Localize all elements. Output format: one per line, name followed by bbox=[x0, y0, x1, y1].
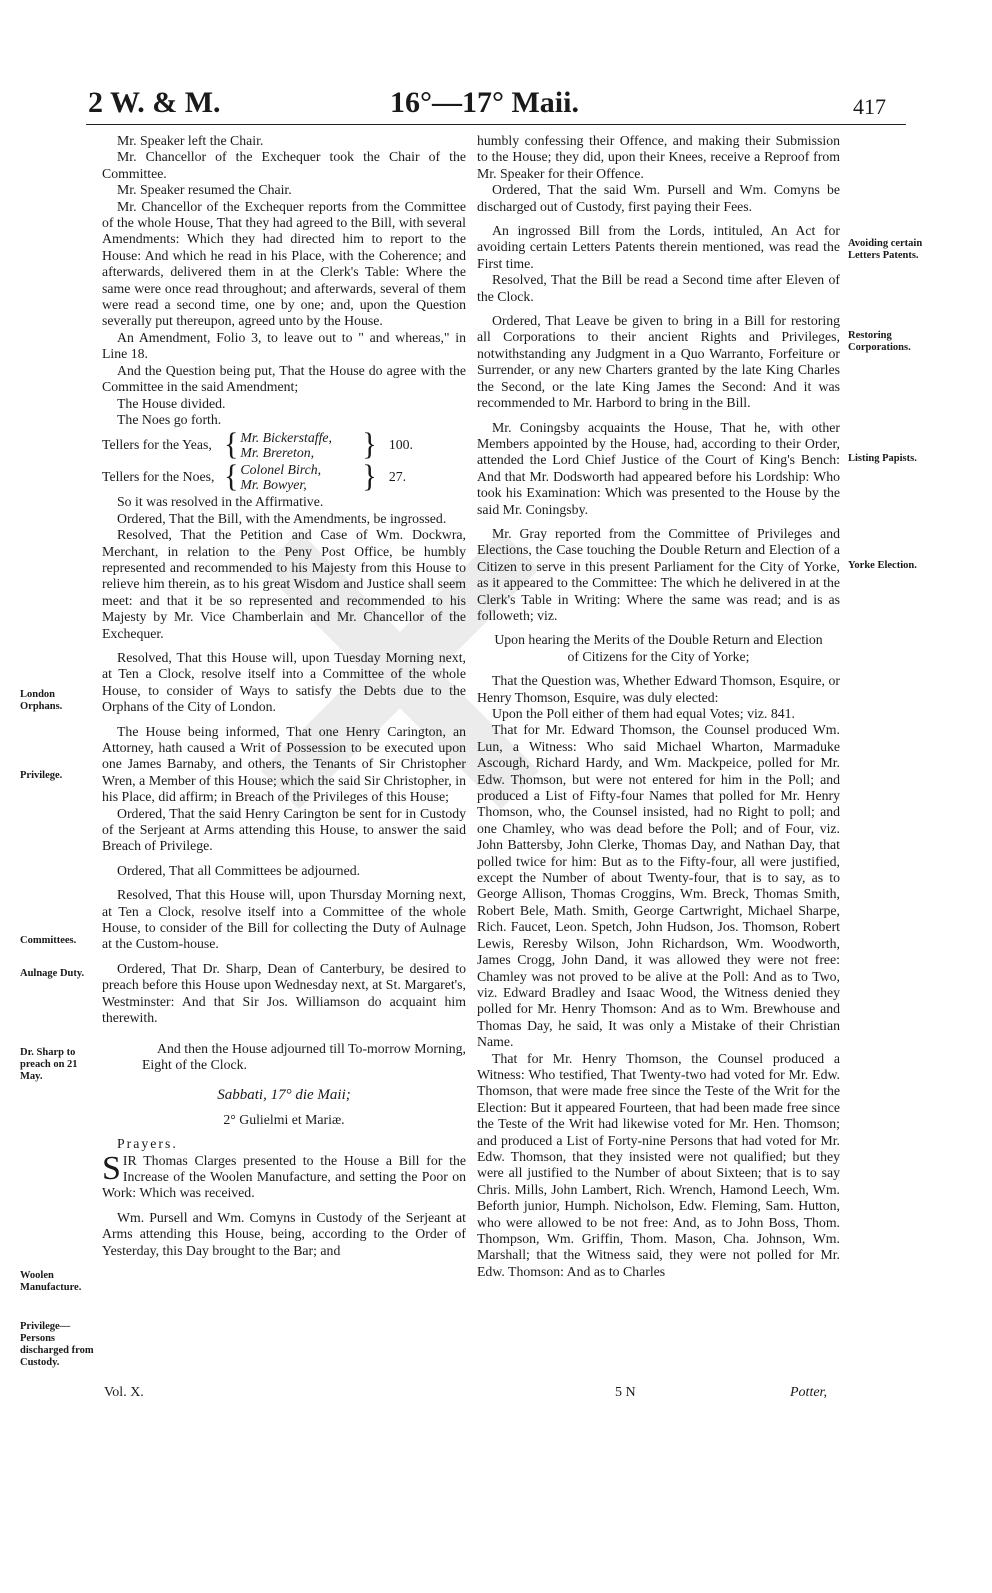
tellers-noes-names bbox=[240, 462, 360, 492]
paragraph: humbly confessing their Offence, and making their Submission to the House; they did, upon their Knees, receive a Reproof from Mr. Speaker for their Offence. bbox=[477, 133, 840, 181]
margin-note: Woolen Manufacture. bbox=[20, 1270, 82, 1293]
margin-note: Restoring Corporations. bbox=[848, 330, 911, 353]
brace-icon: } bbox=[362, 459, 377, 495]
paragraph: An Amendment, Folio 3, to leave out to " and whereas," in Line 18. bbox=[102, 329, 466, 362]
tellers-noes-label: Tellers for the Noes, bbox=[102, 469, 215, 485]
header-rule bbox=[86, 124, 906, 125]
page-number: 417 bbox=[853, 94, 886, 119]
adjournment: And then the House adjourned till To-morrow Morning, Eight of the Clock. bbox=[142, 1040, 466, 1072]
margin-note: Yorke Election. bbox=[848, 560, 917, 571]
tellers-noes bbox=[102, 459, 466, 495]
tellers-yeas-label: Tellers for the Yeas, bbox=[102, 437, 212, 453]
tellers-yeas bbox=[102, 427, 466, 463]
signature-mark: 5 N bbox=[615, 1385, 636, 1400]
paragraph-committees: Ordered, That all Committees be adjourned. bbox=[117, 862, 361, 878]
paragraph: That for Mr. Edward Thomson, the Counsel produced Wm. Lun, a Witness: Who said Michael Wharton, Marmaduke Ascough, Richard Hardy, and Wm. Mackpeice, polled for Mr. Edw. Thomson, but were not entered for him in the Poll; and produced a List of Fifty-four Names that polled for Mr. Henry Thomson, who, the Counsel insisted, had no Right to poll; and one Chamley, who was dead before the Poll; and of Four, viz. John Battersby, John Clerke, Thomas Day, and Nathan Day, that polled twice for him: But as to the Fifty-four, all were justified, except the Number of about Twenty-four, that is to say, as to George Allison, Thomas Croggins, Wm. Breck, Thomas Smith, Robert Bele, Math. Smith, George Cartwright, Michael Sharpe, Rich. Faucet, Leon. Spetch, John Hudson, Jos. Thomson, Robert Lewis, Reresby Wilson, John Richardson, Wm. Woodworth, James Crogg, John Dand, it was allowed they were not free: Chamley was not proved to be alive at the Poll: And as to Two, viz. Edward Bradley and Isaac Wood, the Witness denied they polled for Mr. Henry Thomson: And as to Wm. Brewhouse and Thomas Day, he said, It was only a Mistake of their Christian Name. bbox=[477, 722, 840, 1050]
tellers-yeas-names bbox=[240, 430, 360, 460]
teller-name: Mr. Brereton, bbox=[240, 445, 315, 461]
regnal-year: 2° Gulielmi et Mariæ. bbox=[223, 1111, 345, 1127]
paragraph: Mr. Chancellor of the Exchequer reports from the Committee of the whole House, That they had agreed to the Bill, with several Amendments: Which they had directed him to report to the House: And which he read in his Place, with the Coherence; and afterwards, delivered them in at the Clerk's Table: Where the same were once read throughout; and afterwards, several of them were read a second time, one by one; and, upon the Question severally put thereupon, agreed unto by the House. bbox=[102, 198, 466, 329]
paragraph-london-orphans: Resolved, That this House will, upon Tuesday Morning next, at Ten a Clock, resolve itself into a Committee of the whole House, to consider of Ways to satisfy the Debts due to the Orphans of the City of London. bbox=[102, 649, 466, 715]
left-column bbox=[102, 133, 466, 1259]
prayers-heading: Prayers. bbox=[117, 1136, 178, 1152]
catchword: Potter, bbox=[790, 1385, 827, 1400]
paragraph: Ordered, That the Bill, with the Amendments, be ingrossed. bbox=[117, 510, 447, 526]
header-left: 2 W. & M. bbox=[88, 86, 221, 119]
paragraph-privilege: The House being informed, That one Henry Carington, an Attorney, hath caused a Writ of Possession to be executed upon one James Barnaby, and others, the Tenants of Sir Christopher Wren, a Member of this House; which the said Sir Christopher, in his Place, did affirm; in Breach of the Privileges of this House; bbox=[102, 723, 466, 805]
margin-note: Avoiding certain Letters Patents. bbox=[848, 238, 923, 261]
margin-note: Aulnage Duty. bbox=[20, 968, 85, 979]
paragraph: Resolved, That the Bill be read a Second time after Eleven of the Clock. bbox=[477, 272, 840, 304]
margin-note: Dr. Sharp to preach on 21 May. bbox=[20, 1047, 78, 1082]
paragraph: And the Question being put, That the House do agree with the Committee in the said Amendment; bbox=[102, 362, 466, 395]
margin-note: London Orphans. bbox=[20, 689, 63, 712]
paragraph-papists: Mr. Coningsby acquaints the House, That he, with other Members appointed by the House, had, according to their Order, attended the Lord Chief Justice of the Court of King's Bench: And that Mr. Dodsworth had appeared before his Lordship: Who took his Examination: Which was presented to the House by the said Mr. Coningsby. bbox=[477, 419, 840, 517]
paragraph: So it was resolved in the Affirmative. bbox=[117, 494, 324, 510]
paragraph-yorke: Mr. Gray reported from the Committee of Privileges and Elections, the Case touching the Double Return and Election of a Citizen to serve in this present Parliament for the City of Yorke, as it appeared to the Committee: The which he delivered in at the Clerk's Table in Writing: Where the same was read; and is as followeth; viz. bbox=[477, 525, 840, 623]
paragraph: The House divided. bbox=[117, 395, 226, 411]
paragraph: Ordered, That the said Henry Carington be sent for in Custody of the Serjeant at Arms attending this House, to answer the said Breach of Privilege. bbox=[102, 805, 466, 854]
volume-mark: Vol. X. bbox=[104, 1385, 144, 1400]
margin-note: Committees. bbox=[20, 935, 77, 946]
paragraph: Ordered, That the said Wm. Pursell and Wm. Comyns be discharged out of Custody, first paying their Fees. bbox=[477, 182, 840, 214]
paragraph-aulnage: Resolved, That this House will, upon Thursday Morning next, at Ten a Clock, resolve itself into a Committee of the whole House, to consider of the Bill for collecting the Duty of Aulnage at the Custom-house. bbox=[102, 887, 466, 952]
paragraph: That the Question was, Whether Edward Thomson, Esquire, or Henry Thomson, Esquire, was duly elected: bbox=[477, 673, 840, 705]
brace-icon: } bbox=[362, 427, 377, 463]
tellers-yeas-count: 100. bbox=[388, 437, 413, 453]
brace-icon: { bbox=[224, 459, 239, 495]
paragraph: Resolved, That the Petition and Case of Wm. Dockwra, Merchant, in relation to the Peny Post Office, be humbly represented and recommended to his Majesty from this House to relieve him therein, as to his great Wisdom and Justice shall seem meet: and that it be so represented and recommended to his Majesty by Mr. Vice Chamberlain and Mr. Chancellor of the Exchequer. bbox=[102, 527, 466, 641]
merits-heading: Upon hearing the Merits of the Double Return and Election of Citizens for the City of Yorke; bbox=[494, 632, 823, 664]
header-center: 16°—17° Maii. bbox=[390, 86, 579, 119]
paragraph: Mr. Speaker resumed the Chair. bbox=[117, 182, 292, 198]
tellers-noes-count: 27. bbox=[388, 469, 407, 485]
brace-icon: { bbox=[224, 427, 239, 463]
paragraph: Upon the Poll either of them had equal Votes; viz. 841. bbox=[492, 706, 795, 721]
paragraph-dr-sharp: Ordered, That Dr. Sharp, Dean of Canterbury, be desired to preach before this House upon Wednesday next, at St. Margaret's, Westminster: And that Sir Jos. Williamson do acquaint him therewith. bbox=[102, 960, 466, 1026]
drop-cap: S bbox=[102, 1149, 121, 1187]
date-heading: Sabbati, 17° die Maii; bbox=[217, 1087, 351, 1104]
teller-name: Mr. Bickerstaffe, bbox=[240, 430, 332, 446]
right-column bbox=[477, 133, 840, 1280]
teller-name: Colonel Birch, bbox=[240, 462, 322, 478]
paragraph: Mr. Chancellor of the Exchequer took the Chair of the Committee. bbox=[102, 149, 466, 181]
paragraph-letters-patents: An ingrossed Bill from the Lords, intituled, An Act for avoiding certain Letters Patents therein mentioned, was read the First time. bbox=[477, 223, 840, 271]
paragraph-corporations: Ordered, That Leave be given to bring in a Bill for restoring all Corporations to their ancient Rights and Privileges, notwithstanding any Judgment in a Quo Warranto, Forfeiture or Surrender, or any new Charters granted by the late King Charles the Second, or the late King James the Second: And it was recommended to Mr. Harbord to bring in the Bill. bbox=[477, 313, 840, 411]
teller-name: Mr. Bowyer, bbox=[240, 477, 307, 493]
margin-note: Privilege. bbox=[20, 770, 63, 781]
paragraph: That for Mr. Henry Thomson, the Counsel produced a Witness: Who testified, That Twenty-two had voted for Mr. Edw. Thomson, that were made free since the Teste of the Writ for the Election: But it appeared Fourteen, that had been made free since the Teste of the Writ had likewise voted for Mr. Hen. Thomson; and produced a List of Forty-nine Persons that had voted for Mr. Edw. Thomson, that they insisted were not qualified; but they were all justified to the Number of about Sixteen; that is to say Chris. Mills, John Lambert, Rich. Wrench, Hamond Leech, Wm. Beforth junior, Humph. Nicholson, Edw. Fleming, Sam. Hutton, who were allowed to be not free: And, as to John Boss, Thom. Thompson, Wm. Griffin, Thom. Mason, Cha. Johnson, Wm. Marshall; that the Witness said, they were not polled for Mr. Edw. Thomson: And as to Charles bbox=[477, 1050, 840, 1279]
margin-note: Privilege—Persons discharged from Custody. bbox=[20, 1321, 94, 1368]
margin-note: Listing Papists. bbox=[848, 453, 917, 464]
paragraph-woolen: SIR Thomas Clarges presented to the House a Bill for the Increase of the Woolen Manufacture, and setting the Poor on Work: Which was received. bbox=[102, 1149, 466, 1201]
paragraph-custody: Wm. Pursell and Wm. Comyns in Custody of the Serjeant at Arms attending this House, being, according to the Order of Yesterday, this Day brought to the Bar; and bbox=[102, 1209, 466, 1258]
paragraph: Mr. Speaker left the Chair. bbox=[117, 133, 264, 148]
paragraph: The Noes go forth. bbox=[117, 411, 222, 427]
